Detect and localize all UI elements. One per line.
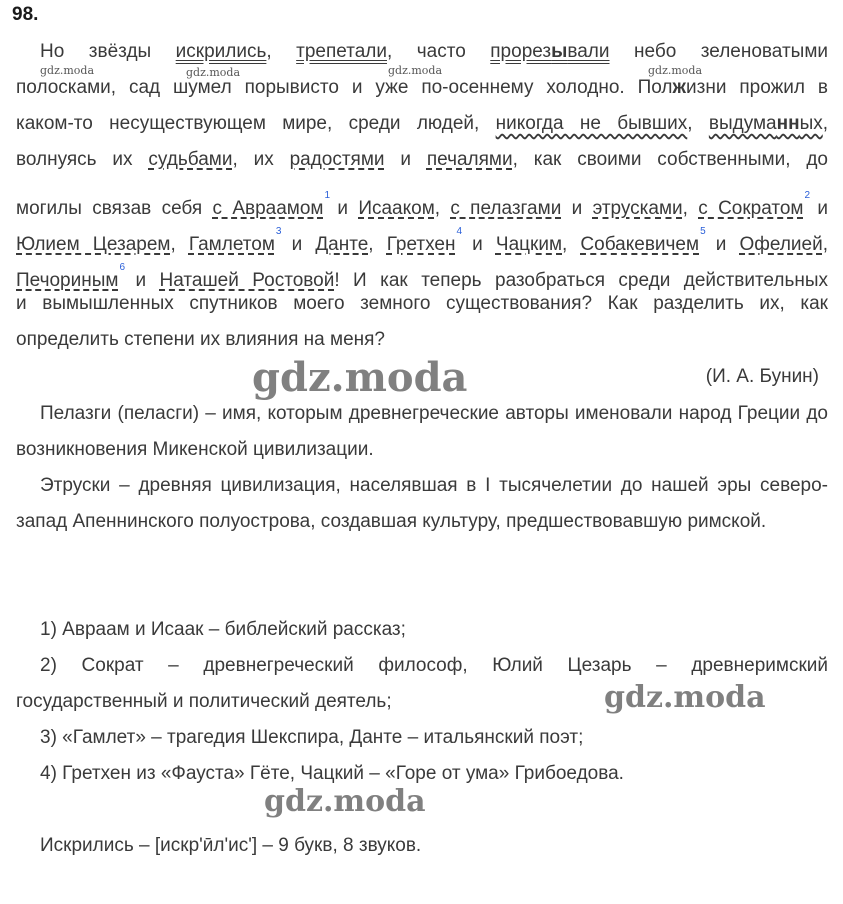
- object-gretkhen: Гретхен: [386, 234, 456, 255]
- footnote-5: 5: [700, 226, 706, 237]
- watermark-small-2: gdz.moda: [186, 66, 241, 79]
- list-item-3: 3) «Гамлет» – трагедия Шекспира, Данте – итальянский поэт;: [40, 727, 584, 748]
- object-etruski: этрусками: [592, 198, 683, 219]
- exercise-number: 98.: [12, 4, 39, 25]
- footnote-2: 2: [804, 190, 811, 201]
- object-ofeliya: Офелией: [739, 234, 823, 255]
- watermark-big-1: gdz.moda: [252, 354, 468, 401]
- watermark-small-4: gdz.moda: [648, 64, 703, 77]
- phonetic-analysis: Искрились – [искр'ӣл'ис'] – 9 букв, 8 звуков.: [40, 835, 422, 856]
- text-line-6: Юлием Цезарем, Гамлетом$^3$ и Данте, Гретхен$^4$ и Чацким, Собакевичем$^5$ и Офелией,: [16, 226, 828, 255]
- text-line-9: определить степени их влияния на меня?: [16, 329, 385, 350]
- text-line-2: полосками, сад шумел порывисто и уже по-осеннему холодно. Полжизни прожил в: [16, 77, 828, 98]
- footnote-1: 1: [324, 190, 331, 201]
- object-avraam: с Авраамом: [212, 198, 324, 219]
- object-sokrat: с Сократом: [698, 198, 804, 219]
- object-gamlet: Гамлетом: [188, 234, 275, 255]
- text-line-5: могилы связав себя с Авраамом$^1$ и Исааком, с пелазгами и этрусками, с Сократом$^2$ и: [16, 190, 828, 219]
- object-pechalyami: печалями: [426, 149, 513, 170]
- participle-vydumannykh: выдуманных: [708, 113, 823, 134]
- object-tsezar: Юлием Цезарем: [16, 234, 171, 255]
- watermark-big-2: gdz.moda: [604, 680, 766, 715]
- footnote-4: 4: [456, 226, 463, 237]
- predicate-trepetali: трепетали: [296, 41, 387, 62]
- object-radostyami: радостями: [289, 149, 385, 170]
- author-attribution: (И. А. Бунин): [705, 366, 819, 387]
- object-sudbami: судьбами: [148, 149, 233, 170]
- text-line-7: Печориным$^6$ и Наташей Ростовой! И как теперь разобраться среди действительных: [16, 262, 829, 291]
- object-chatskiy: Чацким: [495, 234, 563, 255]
- text-line-4: волнуясь их судьбами, их радостями и печалями, как своими собственными, до: [16, 149, 828, 170]
- list-item-4: 4) Гретхен из «Фауста» Гёте, Чацкий – «Горе от ума» Грибоедова.: [40, 763, 624, 784]
- watermark-small-1: gdz.moda: [40, 64, 95, 77]
- predicate-prorezyvali: прорезывали: [490, 41, 610, 62]
- object-sobakevich: Собакевичем: [580, 234, 700, 255]
- object-dante: Данте: [315, 234, 369, 255]
- predicate-iskrilis: искрились: [175, 41, 267, 62]
- list-item-2: 2) Сократ – древнегреческий философ, Юлий Цезарь – древнеримский государственный и политический деятель;: [16, 655, 828, 712]
- participle-phrase: никогда не бывших: [495, 113, 688, 134]
- note-etruski: Этруски – древняя цивилизация, населявшая в I тысячелетии до нашей эры северо-запад Апеннинского полуострова, создавшая культуру, предшествовавшую римской.: [16, 475, 828, 532]
- object-pechorin: Печориным: [16, 270, 119, 291]
- object-natasha: Наташей Ростовой: [159, 270, 335, 291]
- footnote-3: 3: [275, 226, 282, 237]
- text-line-3: каком-то несуществующем мире, среди людей, никогда не бывших, выдуманных,: [16, 113, 829, 134]
- object-pelazgi: с пелазгами: [450, 198, 562, 219]
- object-isaak: Исааком: [358, 198, 435, 219]
- note-pelazgi: Пелазги (пеласги) – имя, которым древнегреческие авторы именовали народ Греции до возникновения Микенской цивилизации.: [16, 403, 828, 460]
- watermark-big-3: gdz.moda: [264, 784, 426, 819]
- list-item-1: 1) Авраам и Исаак – библейский рассказ;: [40, 619, 406, 640]
- text-line-1: Но звёзды искрились, трепетали, часто прорезывали небо зеленоватыми: [40, 41, 828, 62]
- watermark-small-3: gdz.moda: [388, 64, 443, 77]
- text-line-8: и вымышленных спутников моего земного существования? Как разделить их, как: [16, 293, 828, 314]
- footnote-6: 6: [119, 262, 126, 273]
